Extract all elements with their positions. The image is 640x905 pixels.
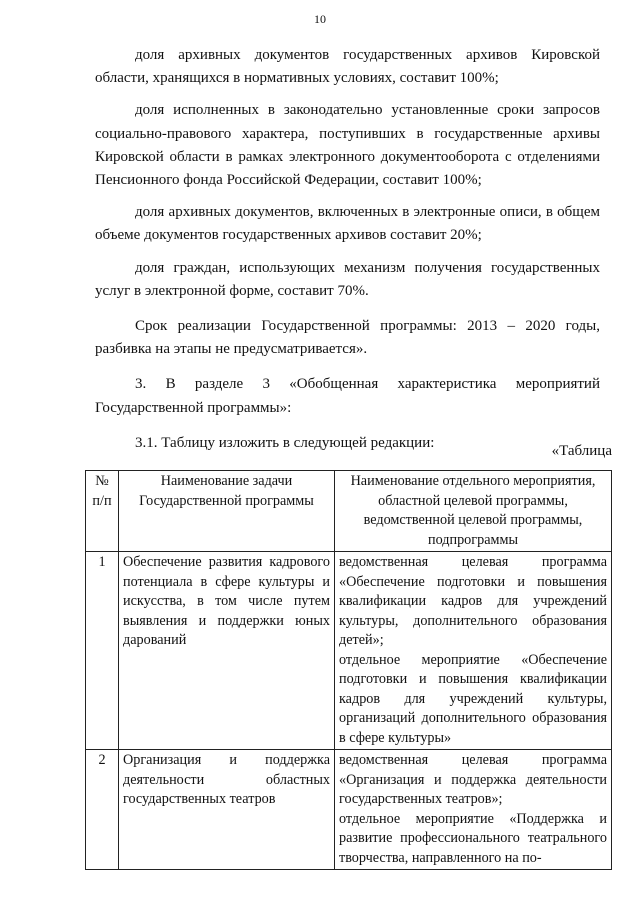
- paragraph-program-term: Срок реализации Государственной программы: 2013 – 2020 годы, разбивка на этапы не предусматривается».: [95, 318, 600, 358]
- header-number: № п/п: [86, 471, 119, 552]
- row-task: Обеспечение развития кадрового потенциала в сфере культуры и искусства, в том числе путем выявления и поддержки юных дарований: [119, 552, 335, 750]
- measure-item: ведомственная целевая программа «Обеспечение подготовки и повышения квалификации кадров для учреждений культуры, дополнительного образования детей»;: [339, 554, 607, 648]
- row-task: Организация и поддержка деятельности областных государственных театров: [119, 750, 335, 870]
- table-caption: «Таблица: [551, 443, 612, 459]
- measure-item: отдельное мероприятие «Обеспечение подготовки и повышения квалификации кадров для учреждений культуры, организаций дополнительного образования в сфере культуры»: [339, 651, 607, 746]
- paragraph-electronic-services: доля граждан, использующих механизм получения государственных услуг в электронной форме, составит 70%.: [95, 259, 600, 299]
- measure-item: отдельное мероприятие «Поддержка и развитие профессионального театрального творчества, направленного на по-: [339, 810, 607, 866]
- row-measures: [335, 552, 612, 750]
- paragraph-electronic-inventories: доля архивных документов, включенных в электронные описи, в общем объеме документов государственных архивов составит 20%;: [95, 204, 600, 244]
- row-number: 1: [86, 552, 119, 750]
- measures-table: [85, 470, 612, 870]
- paragraph-table-edit: 3.1. Таблицу изложить в следующей редакции:: [135, 434, 435, 451]
- table-row: [86, 750, 612, 870]
- row-measures: [335, 750, 612, 870]
- header-measure: Наименование отдельного мероприятия, областной целевой программы, ведомственной целевой программы, подпрограммы: [335, 471, 612, 552]
- paragraph-social-requests: доля исполненных в законодательно установленные сроки запросов социально-правового характера, поступивших в государственные архивы Кировской области в рамках электронного документооборота с отделениями Пенсионного фонда Российской Федерации, составит 100%;: [95, 102, 600, 189]
- paragraph-archive-storage: доля архивных документов государственных архивов Кировской области, хранящихся в нормативных условиях, составит 100%;: [95, 47, 600, 87]
- measure-item: ведомственная целевая программа «Организация и поддержка деятельности государственных театров»;: [339, 752, 607, 807]
- table-row: [86, 552, 612, 750]
- row-number: 2: [86, 750, 119, 870]
- table-header-row: [86, 471, 612, 552]
- paragraph-section-3: 3. В разделе 3 «Обобщенная характеристика мероприятий Государственной программы»:: [95, 376, 600, 416]
- header-task: Наименование задачи Государственной программы: [119, 471, 335, 552]
- body-text: [95, 44, 600, 467]
- page-number: 10: [314, 12, 326, 26]
